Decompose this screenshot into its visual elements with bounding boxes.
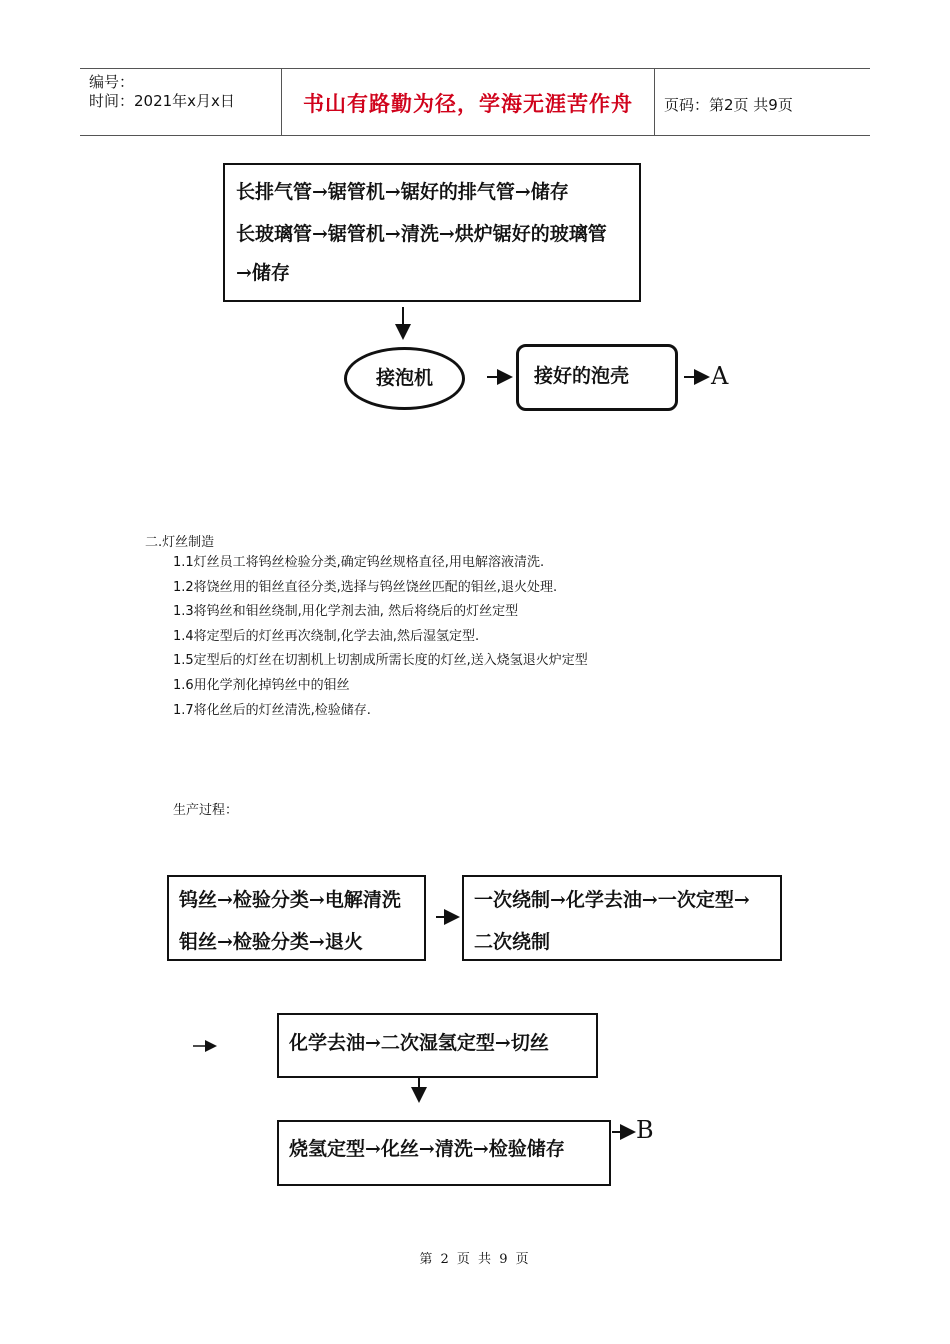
tube-process-line-3: →储存: [236, 262, 290, 284]
tube-process-line-1: 长排气管→锯管机→锯好的排气管→储存: [236, 181, 569, 203]
final-process-label: 烧氢定型→化丝→清洗→检验储存: [289, 1138, 565, 1160]
process-step: 1.6用化学剂化掉钨丝中的钼丝: [173, 677, 350, 693]
winding-box: [462, 875, 782, 961]
final-process-box: [277, 1120, 611, 1186]
wire-prep-box: [167, 875, 426, 961]
wire-prep-line-2: 钼丝→检验分类→退火: [179, 931, 363, 953]
degrease-cut-box: [277, 1013, 598, 1078]
process-step: 1.4将定型后的灯丝再次绕制,化学去油,然后湿氢定型.: [173, 628, 480, 644]
bulb-joining-machine-node: [344, 347, 465, 410]
winding-line-1: 一次绕制→化学去油→一次定型→: [474, 889, 750, 911]
page-footer: 第 2 页 共 9 页: [419, 1252, 531, 1267]
wire-prep-line-1: 钨丝→检验分类→电解清洗: [179, 889, 401, 911]
process-step: 1.7将化丝后的灯丝清洗,检验储存.: [173, 702, 371, 718]
process-step: 1.2将饶丝用的钼丝直径分类,选择与钨丝饶丝匹配的钼丝,退火处理.: [173, 579, 558, 595]
process-steps-list: [173, 551, 588, 723]
joined-bulb-node: [516, 344, 678, 411]
winding-line-2: 二次绕制: [474, 931, 551, 953]
process-step: 1.3将钨丝和钼丝绕制,用化学剂去油, 然后将绕后的灯丝定型: [173, 604, 519, 620]
joined-bulb-label: 接好的泡壳: [534, 365, 630, 387]
document-number-label: 编号：: [89, 73, 135, 91]
header-motto: 书山有路勤为径，学海无涯苦作舟: [303, 92, 633, 116]
degrease-cut-label: 化学去油→二次湿氢定型→切丝: [289, 1032, 549, 1054]
tube-process-line-2: 长玻璃管→锯管机→清洗→烘炉锯好的玻璃管: [236, 223, 607, 245]
process-step: 1.5定型后的灯丝在切割机上切割成所需长度的灯丝,送入烧氢退火炉定型: [173, 653, 588, 669]
section-title: 二.灯丝制造: [145, 535, 215, 550]
flow-end-label-a: A: [711, 362, 729, 390]
production-process-label: 生产过程：: [173, 803, 239, 818]
header-page-info: 页码：第2页 共9页: [664, 96, 793, 114]
flow-end-label-b: B: [636, 1116, 654, 1144]
process-step: 1.1灯丝员工将钨丝检验分类,确定钨丝规格直径,用电解溶液清洗.: [173, 555, 545, 570]
document-date: 时间：2021年x月x日: [89, 92, 235, 110]
bulb-joining-machine-label: 接泡机: [375, 367, 433, 389]
